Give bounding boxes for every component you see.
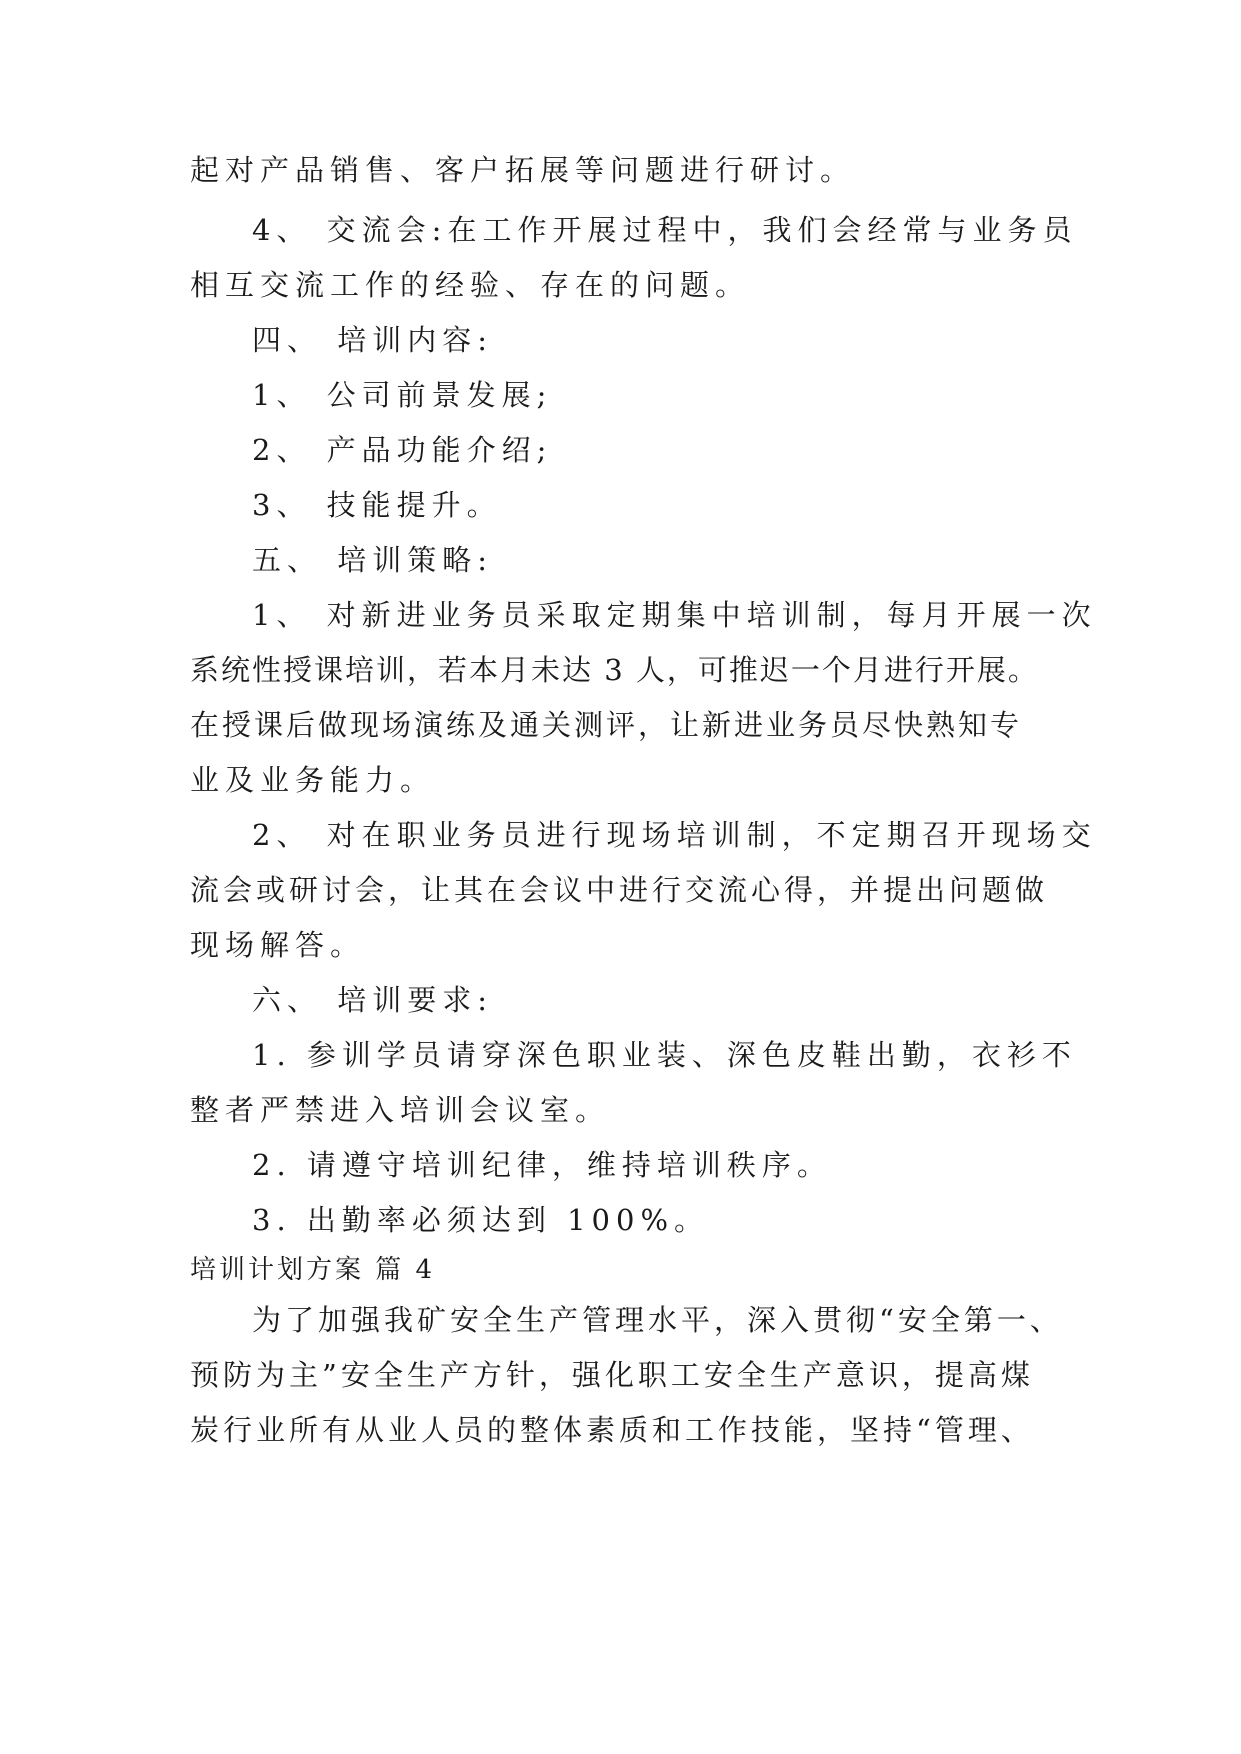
paragraph-line: 2、 对在职业务员进行现场培训制，不定期召开现场交 (252, 818, 1097, 852)
paragraph-line: 在授课后做现场演练及通关测评，让新进业务员尽快熟知专 (190, 708, 1023, 742)
paragraph-line: 相互交流工作的经验、存在的问题。 (190, 268, 751, 302)
section-heading: 四、 培训内容: (252, 323, 493, 357)
paragraph-line: 3. 出勤率必须达到 100%。 (252, 1203, 710, 1237)
paragraph-line: 4、 交流会:在工作开展过程中，我们会经常与业务员 (252, 213, 1078, 247)
list-item: 2、 产品功能介绍; (252, 433, 553, 467)
paragraph-line: 整者严禁进入培训会议室。 (190, 1093, 611, 1127)
paragraph-line: 预防为主”安全生产方针，强化职工安全生产意识，提高煤 (190, 1358, 1034, 1392)
section-title: 培训计划方案 篇 4 (190, 1255, 436, 1285)
paragraph-line: 为了加强我矿安全生产管理水平，深入贯彻“安全第一、 (252, 1303, 1063, 1337)
section-heading: 六、 培训要求: (252, 983, 493, 1017)
paragraph-line: 系统性授课培训，若本月未达 3 人，可推迟一个月进行开展。 (190, 653, 1039, 687)
paragraph-line: 炭行业所有从业人员的整体素质和工作技能，坚持“管理、 (190, 1413, 1034, 1447)
list-item: 3、 技能提升。 (252, 488, 502, 522)
paragraph-line: 起对产品销售、客户拓展等问题进行研讨。 (190, 153, 856, 187)
paragraph-line: 现场解答。 (190, 928, 366, 962)
section-heading: 五、 培训策略: (252, 543, 493, 577)
paragraph-line: 业及业务能力。 (190, 763, 436, 797)
paragraph-line: 2. 请遵守培训纪律，维持培训秩序。 (252, 1148, 832, 1182)
paragraph-line: 1、 对新进业务员采取定期集中培训制，每月开展一次 (252, 598, 1097, 632)
paragraph-line: 流会或研讨会，让其在会议中进行交流心得，并提出问题做 (190, 873, 1049, 907)
list-item: 1、 公司前景发展; (252, 378, 553, 412)
paragraph-line: 1. 参训学员请穿深色职业装、深色皮鞋出勤，衣衫不 (252, 1038, 1077, 1072)
